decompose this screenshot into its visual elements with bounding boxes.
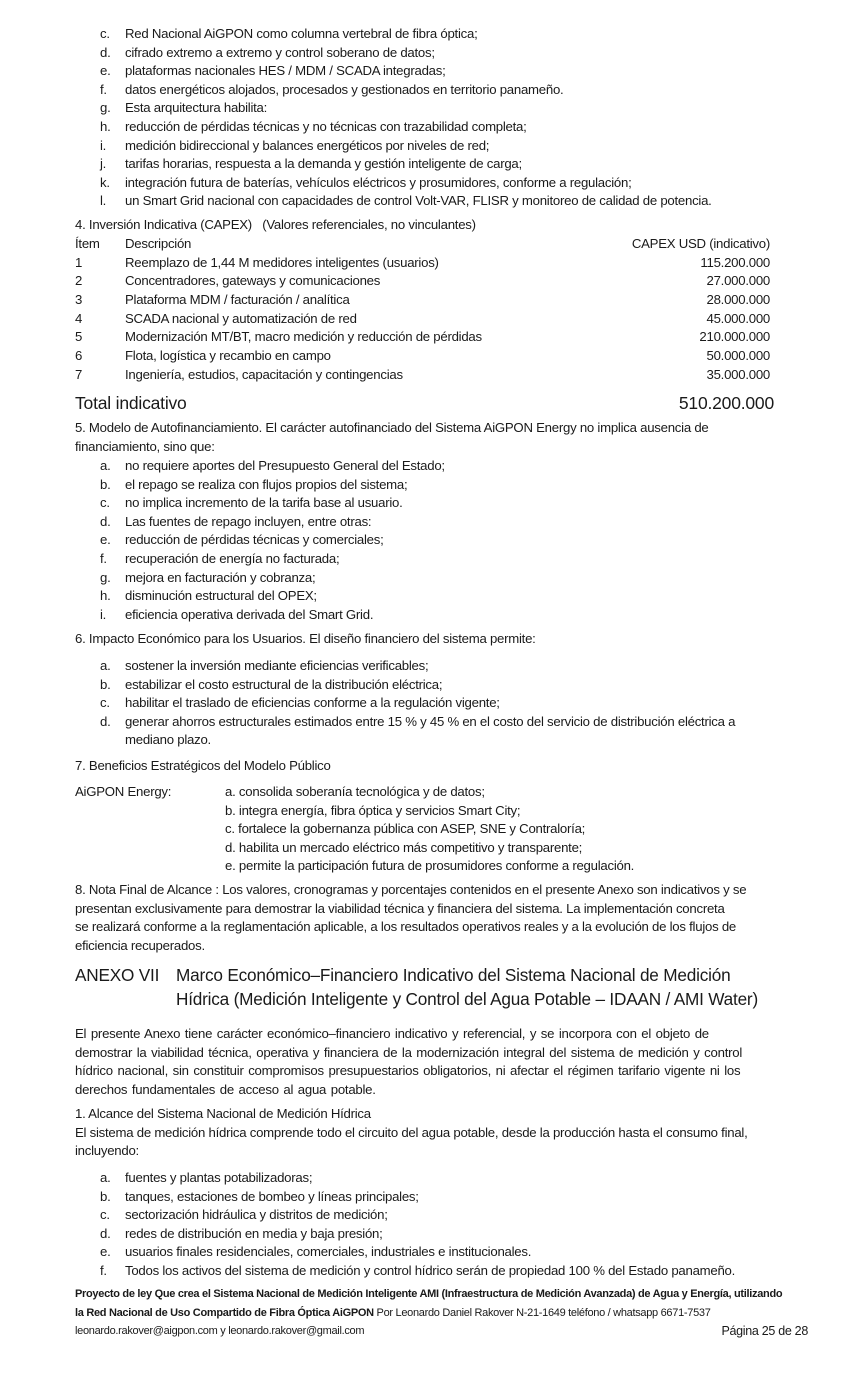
- list-item: d. habilita un mercado eléctrico más competitivo y transparente;: [225, 839, 583, 855]
- list-item: c. fortalece la gobernanza pública con ASEP, SNE y Contraloría;: [225, 821, 586, 837]
- footer-author: Por Leonardo Daniel Rakover N-21-1649 teléfono / whatsapp 6671-7537: [373, 1306, 711, 1319]
- column-header-description: Descripción: [125, 236, 192, 251]
- annex-s1-heading: 1. Alcance del Sistema Nacional de Medición Hídrica: [75, 1106, 371, 1121]
- table-row: 7 Ingeniería, estudios, capacitación y contingencias 35.000.000: [75, 366, 770, 382]
- annex-label: ANEXO VII: [75, 965, 160, 985]
- list-item: b. integra energía, fibra óptica y servicios Smart City;: [225, 802, 521, 818]
- section7-heading: 7. Beneficios Estratégicos del Modelo Público: [75, 758, 331, 773]
- list-item: e. permite la participación futura de prosumidores conforme a regulación.: [225, 858, 635, 874]
- section5-intro: 5. Modelo de Autofinanciamiento. El carácter autofinanciado del Sistema AiGPON Energy no implica ausencia de financiamiento, sino que:: [75, 420, 709, 454]
- section8-note: 8. Nota Final de Alcance : Los valores, cronogramas y porcentajes contenidos en el presente Anexo son indicativos y se presentan exclusivamente para demostrar la viabilidad técnica y financiera del sistema. La implementación concreta se realizará conforme a la reglamentación aplicable, a los resultados operativos reales y a la evolución de los flujos de eficiencia recuperados.: [75, 882, 747, 953]
- page-number: Página 25 de 28: [721, 1324, 808, 1339]
- table-row: 1 Reemplazo de 1,44 M medidores inteligentes (usuarios) 115.200.000: [75, 254, 770, 270]
- benefits-label: AiGPON Energy:: [75, 784, 172, 799]
- capex-header-row: [75, 235, 770, 254]
- table-row: 5 Modernización MT/BT, macro medición y reducción de pérdidas 210.000.000: [75, 329, 770, 345]
- total-label: Total indicativo: [75, 393, 187, 413]
- table-row: 3 Plataforma MDM / facturación / analítica 28.000.000: [75, 292, 770, 308]
- capex-heading: 4. Inversión Indicativa (CAPEX) (Valores referenciales, no vinculantes): [75, 217, 476, 232]
- table-row: 2 Concentradores, gateways y comunicaciones 27.000.000: [75, 273, 770, 289]
- capex-total: [75, 391, 774, 415]
- annex-s1: 1. Alcance del Sistema Nacional de Medición Hídrica El sistema de medición hídrica comprende todo el circuito del agua potable, desde la producción hasta el consumo final, incluyendo:: [75, 1106, 748, 1159]
- table-row: 4 SCADA nacional y automatización de red 45.000.000: [75, 310, 770, 326]
- page-footer: [75, 1285, 808, 1341]
- column-header-item: Ítem: [75, 236, 100, 251]
- capex-table: [75, 235, 770, 385]
- total-value: 510.200.000: [678, 393, 774, 413]
- benefits-list: [225, 783, 634, 876]
- annex-title: Marco Económico–Financiero Indicativo del Sistema Nacional de Medición Hídrica (Medición Inteligente y Control del Agua Potable – IDAAN / AMI Water): [176, 965, 758, 1009]
- footer-title-line2: la Red Nacional de Uso Compartido de Fibra Óptica AiGPON Por Leonardo Daniel Rakover N-21-1649 teléfono / whatsapp 6671-7537: [75, 1306, 711, 1319]
- section6-intro: 6. Impacto Económico para los Usuarios. El diseño financiero del sistema permite:: [75, 631, 536, 646]
- annex-intro: El presente Anexo tiene carácter económico–financiero indicativo y referencial, y se incorpora con el objeto de demostrar la viabilidad técnica, operativa y financiera de la modernización integral del sistema de medición y control hídrico nacional, sin constituir compromisos presupuestarios obligatorios, ni afectar el régimen tarifario vigente ni los derechos fundamentales de acceso al agua potable.: [75, 1026, 743, 1097]
- footer-title-line1: Proyecto de ley Que crea el Sistema Nacional de Medición Inteligente AMI (Infraestructura de Medición Avanzada) de Agua y Energía, utilizando: [75, 1288, 783, 1300]
- table-row: 6 Flota, logística y recambio en campo 50.000.000: [75, 348, 770, 364]
- list-item: a. consolida soberanía tecnológica y de datos;: [225, 784, 485, 799]
- footer-emails: leonardo.rakover@aigpon.com y leonardo.rakover@gmail.com: [75, 1325, 365, 1338]
- document-page: c. Red Nacional AiGPON como columna vertebral de fibra óptica; d. cifrado extremo a extremo y control soberano de datos; e. plataformas nacionales HES / MDM / SCADA integradas; f. datos energéticos alojados, procesados y gestionados en territorio panameño. g. Esta arquitectura habilita: h. reducción de pérdidas técnicas y no técnicas con trazabilidad completa; i. medición bidireccional y balances energéticos por niveles de red; j. tarifas horarias, respuesta a la demanda y gestión inteligente de carga; k. integración futura de baterías, vehículos eléctricos y prosumidores, conforme a regulación; l. un Smart Grid nacional con capacidades de control Volt-VAR, FLISR y monitoreo de calidad de potencia. 4. Inversión Indicativa (CAPEX) (Valores referenciales, no vinculantes) Ítem Descripción CAPEX USD (indicativo) 1 Reemplazo de 1,44 M medidores inteligentes (usuarios) 115.200.000 2 Concentradores, gateways y comunicaciones 27.000.000 3 Plataforma MDM / facturación / analítica 28.000.000 4 SCADA nacional y automatización de red 45.000.000 5 Modernización MT/BT, macro medición y reducción de pérdidas 210.000.000 6 Flota, logística y recambio en campo 50.000.000 7 Ingeniería, estudios, capacitación y contingencias 35.000.000 Total indicativo 510.200.000 5. Modelo de Autofinanciamiento. El carácter autofinanciado del Sistema AiGPON Energy no implica ausencia de financiamiento, sino que: a. no requiere aportes del Presupuesto General del Estado; b. el repago se realiza con flujos propios del sistema; c. no implica incremento de la tarifa base al usuario. d. Las fuentes de repago incluyen, entre otras: e. reducción de pérdidas técnicas y comerciales; f. recuperación de energía no facturada; g. mejora en facturación y cobranza; h. disminución estructural del OPEX; i. eficiencia operativa derivada del Smart Grid. 6. Impacto Económico para los Usuarios. El diseño financiero del sistema permite: a. sostener la inversión mediante eficiencias verificables; b. estabilizar el costo estructural de la distribución eléctrica; c. habilitar el traslado de eficiencias conforme a la regulación vigente; d. generar ahorros estructurales estimados entre 15 % y 45 % en el costo del servicio de distribución eléctrica a mediano plazo. 7. Beneficios Estratégicos del Modelo Público AiGPON Energy: a. consolida soberanía tecnológica y de datos; b. integra energía, fibra óptica y servicios Smart City; c. fortalece la gobernanza pública con ASEP, SNE y Contraloría; d. habilita un mercado eléctrico más competitivo y transparente; e. permite la participación futura de prosumidores conforme a regulación. 8. Nota Final de Alcance : Los valores, cronogramas y porcentajes contenidos en el presente Anexo son indicativos y se presentan exclusivamente para demostrar la viabilidad técnica y financiera del sistema. La implementación concreta se realizará conforme a la reglamentación aplicable, a los resultados operativos reales y a la evolución de los flujos de eficiencia recuperados. ANEXO VII Marco Económico–Financiero Indicativo del Sistema Nacional de Medición Hídrica (Medición Inteligente y Control del Agua Potable – IDAAN / AMI Water) El presente Anexo tiene carácter económico–financiero indicativo y referencial, y se incorpora con el objeto de demostrar la viabilidad técnica, operativa y financiera de la modernización integral del sistema de medición y control hídrico nacional, sin constituir compromisos presupuestarios obligatorios, ni afectar el régimen tarifario vigente ni los derechos fundamentales de acceso al agua potable. 1. Alcance del Sistema Nacional de Medición Hídrica El sistema de medición hídrica comprende todo el circuito del agua potable, desde la producción hasta el consumo final, incluyendo: a. fuentes y plantas potabilizadoras; b. tanques, estaciones de bombeo y líneas principales; c. sectorización hidráulica y distritos de medición; d. redes de distribución en media y baja presión; e. usuarios finales residenciales, comerciales, industriales e institucionales. f. Todos los activos del sistema de medición y control hídrico serán de propiedad 100 % del Estado panameño. Proyecto de ley Que crea el Sistema Nacional de Medición Inteligente AMI (Infraestructura de Medición Avanzada) de Agua y Energía, utilizando la Red Nacional de Uso Compartido de Fibra Óptica AiGPON Por Leonardo Daniel Rakover N-21-1649 teléfono / whatsapp 6671-7537 leonardo.rakover@aigpon.com y leonardo.rakover@gmail.com Página 25 de 28: [0, 0, 850, 1400]
- column-header-capex: CAPEX USD (indicativo): [631, 236, 770, 251]
